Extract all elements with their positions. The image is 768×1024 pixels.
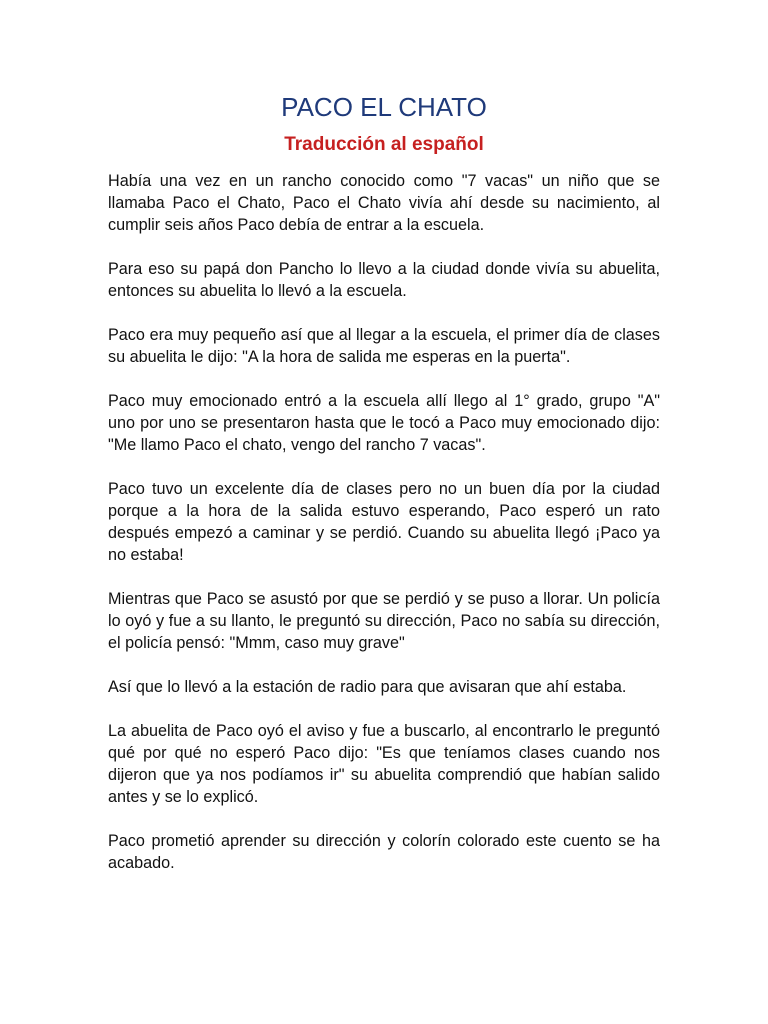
paragraph-3: Paco era muy pequeño así que al llegar a la escuela, el primer día de clases su abuelita le dijo: "A la hora de salida me esperas en la puerta". — [108, 326, 660, 366]
document-title: PACO EL CHATO — [281, 92, 487, 122]
paragraph-5: Paco tuvo un excelente día de clases pero no un buen día por la ciudad porque a la hora de la salida estuvo esperando, Paco esperó un rato después empezó a caminar y se perdió. Cuando su abuelita llegó ¡Paco ya no estaba! — [108, 480, 660, 564]
paragraph-8: La abuelita de Paco oyó el aviso y fue a buscarlo, al encontrarlo le preguntó qué por qué no esperó Paco dijo: "Es que teníamos clases cuando nos dijeron que ya nos podíamos ir" su abuelita comprendió que habían salido antes y se lo explicó. — [108, 722, 660, 806]
paragraph-4: Paco muy emocionado entró a la escuela allí llego al 1° grado, grupo "A" uno por uno se presentaron hasta que le tocó a Paco muy emocionado dijo: "Me llamo Paco el chato, vengo del rancho 7 vacas". — [108, 392, 660, 454]
document-body — [108, 170, 660, 896]
paragraph-9: Paco prometió aprender su dirección y colorín colorado este cuento se ha acabado. — [108, 832, 660, 872]
paragraph-2: Para eso su papá don Pancho lo llevo a la ciudad donde vivía su abuelita, entonces su abuelita lo llevó a la escuela. — [108, 260, 660, 300]
paragraph-7: Así que lo llevó a la estación de radio para que avisaran que ahí estaba. — [108, 678, 627, 696]
paragraph-1: Había una vez en un rancho conocido como "7 vacas" un niño que se llamaba Paco el Chato, Paco el Chato vivía ahí desde su nacimiento, al cumplir seis años Paco debía de entrar a la escuela. — [108, 172, 660, 234]
paragraph-6: Mientras que Paco se asustó por que se perdió y se puso a llorar. Un policía lo oyó y fue a su llanto, le preguntó su dirección, Paco no sabía su dirección, el policía pensó: "Mmm, caso muy grave" — [108, 590, 660, 652]
document-subtitle: Traducción al español — [284, 134, 484, 155]
